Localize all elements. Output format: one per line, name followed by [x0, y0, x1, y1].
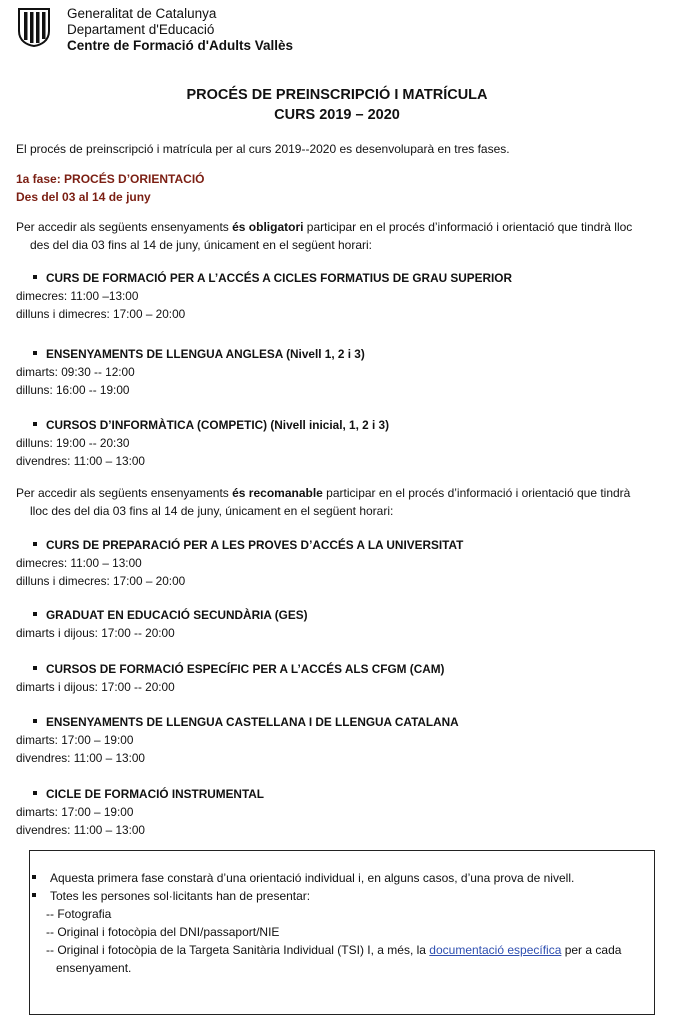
- bullet-icon: [32, 893, 36, 897]
- schedule-line: dilluns: 19:00 -- 20:30: [16, 436, 130, 450]
- course-name: CURSOS D’INFORMÀTICA (COMPETIC) (Nivell inicial, 1, 2 i 3): [46, 418, 390, 432]
- requirement-tsi: [30, 941, 656, 959]
- page-title: [0, 85, 674, 125]
- course-name: GRADUAT EN EDUCACIÓ SECUNDÀRIA (GES): [46, 608, 308, 622]
- schedule-line: dimarts: 09:30 -- 12:00: [16, 365, 135, 379]
- requirement-tsi-text-after: per a cada: [561, 943, 622, 957]
- bullet-icon: [33, 542, 37, 546]
- schedule-line: dimarts i dijous: 17:00 -- 20:00: [16, 680, 175, 694]
- recommended-text-before: Per accedir als següents ensenyaments: [16, 486, 233, 500]
- course-title: [16, 345, 666, 363]
- course-name: ENSENYAMENTS DE LLENGUA ANGLESA (Nivell 1, 2 i 3): [46, 347, 365, 361]
- course-block: [16, 713, 666, 767]
- course-block: [16, 536, 666, 590]
- course-name: CICLE DE FORMACIÓ INSTRUMENTAL: [46, 787, 265, 801]
- course-block: [16, 660, 666, 696]
- recommended-text-after: participar en el procés d’informació i orientació que tindrà: [322, 486, 631, 500]
- course-name: CURS DE FORMACIÓ PER A L’ACCÉS A CICLES FORMATIUS DE GRAU SUPERIOR: [46, 271, 512, 285]
- organization-name: [67, 6, 293, 54]
- course-block: [16, 345, 666, 399]
- specific-documentation-link[interactable]: documentació específica: [429, 943, 562, 957]
- course-name: CURS DE PREPARACIÓ PER A LES PROVES D’ACCÉS A LA UNIVERSITAT: [46, 538, 464, 552]
- schedule-line: dilluns: 16:00 -- 19:00: [16, 383, 130, 397]
- org-line-2: Departament d'Educació: [67, 22, 215, 37]
- schedule-line: dimarts i dijous: 17:00 -- 20:00: [16, 626, 175, 640]
- course-title: [16, 785, 666, 803]
- bullet-icon: [33, 422, 37, 426]
- schedule-line: dilluns i dimecres: 17:00 – 20:00: [16, 574, 186, 588]
- mandatory-text-before: Per accedir als següents ensenyaments: [16, 220, 233, 234]
- org-line-1: Generalitat de Catalunya: [67, 6, 217, 21]
- schedule-line: divendres: 11:00 – 13:00: [16, 823, 145, 837]
- schedule-line: dimecres: 11:00 –13:00: [16, 289, 139, 303]
- title-line-1: PROCÉS DE PREINSCRIPCIÓ I MATRÍCULA: [186, 87, 488, 103]
- course-block: [16, 269, 666, 323]
- course-block: [16, 416, 666, 470]
- bullet-icon: [33, 351, 37, 355]
- note-item: [30, 869, 656, 887]
- requirement-tsi-text: -- Original i fotocòpia de la Targeta Sanitària Individual (TSI) I, a més, la: [46, 943, 430, 957]
- course-title: [16, 269, 666, 287]
- mandatory-paragraph: [16, 218, 666, 254]
- requirement-tsi-line2: ensenyament.: [56, 961, 132, 975]
- mandatory-emphasis: és obligatori: [232, 220, 304, 234]
- bullet-icon: [32, 875, 36, 879]
- title-line-2: CURS 2019 – 2020: [274, 107, 400, 123]
- course-block: [16, 785, 666, 839]
- schedule-line: dimarts: 17:00 – 19:00: [16, 805, 134, 819]
- recommended-emphasis: és recomanable: [232, 486, 323, 500]
- schedule-line: dimarts: 17:00 – 19:00: [16, 733, 134, 747]
- course-block: [16, 606, 666, 642]
- bullet-icon: [33, 612, 37, 616]
- note-item: [30, 887, 656, 905]
- generalitat-logo-icon: [17, 7, 51, 47]
- phase-heading: [16, 170, 666, 206]
- course-title: [16, 660, 666, 678]
- phase-title: 1a fase: PROCÉS D’ORIENTACIÓ: [16, 172, 205, 186]
- org-line-3: Centre de Formació d'Adults Vallès: [67, 38, 294, 53]
- bullet-icon: [33, 719, 37, 723]
- schedule-line: dimecres: 11:00 – 13:00: [16, 556, 142, 570]
- mandatory-text-after: participar en el procés d’informació i orientació que tindrà lloc: [303, 220, 633, 234]
- note-text: Aquesta primera fase constarà d’una orientació individual i, en alguns casos, d’una prova de nivell.: [50, 871, 575, 885]
- mandatory-text-line2: des del dia 03 fins al 14 de juny, únicament en el següent horari:: [30, 238, 372, 252]
- notes-box: [29, 850, 655, 1015]
- course-title: [16, 606, 666, 624]
- phase-dates: Des del 03 al 14 de juny: [16, 190, 151, 204]
- recommended-paragraph: [16, 484, 666, 520]
- course-name: ENSENYAMENTS DE LLENGUA CASTELLANA I DE LLENGUA CATALANA: [46, 715, 459, 729]
- requirement-id: -- Original i fotocòpia del DNI/passaport/NIE: [46, 925, 280, 939]
- course-title: [16, 713, 666, 731]
- recommended-text-line2: lloc des del dia 03 fins al 14 de juny, únicament en el següent horari:: [30, 504, 394, 518]
- note-text: Totes les persones sol·licitants han de presentar:: [50, 889, 311, 903]
- intro-text: El procés de preinscripció i matrícula per al curs 2019--2020 es desenvoluparà en tres fases.: [16, 142, 510, 156]
- schedule-line: dilluns i dimecres: 17:00 – 20:00: [16, 307, 186, 321]
- course-name: CURSOS DE FORMACIÓ ESPECÍFIC PER A L’ACCÉS ALS CFGM (CAM): [46, 662, 445, 676]
- schedule-line: divendres: 11:00 – 13:00: [16, 751, 145, 765]
- notes-content: [30, 869, 656, 977]
- course-title: [16, 416, 666, 434]
- bullet-icon: [33, 791, 37, 795]
- schedule-line: divendres: 11:00 – 13:00: [16, 454, 145, 468]
- requirement-photo: -- Fotografia: [46, 907, 112, 921]
- course-title: [16, 536, 666, 554]
- bullet-icon: [33, 666, 37, 670]
- bullet-icon: [33, 275, 37, 279]
